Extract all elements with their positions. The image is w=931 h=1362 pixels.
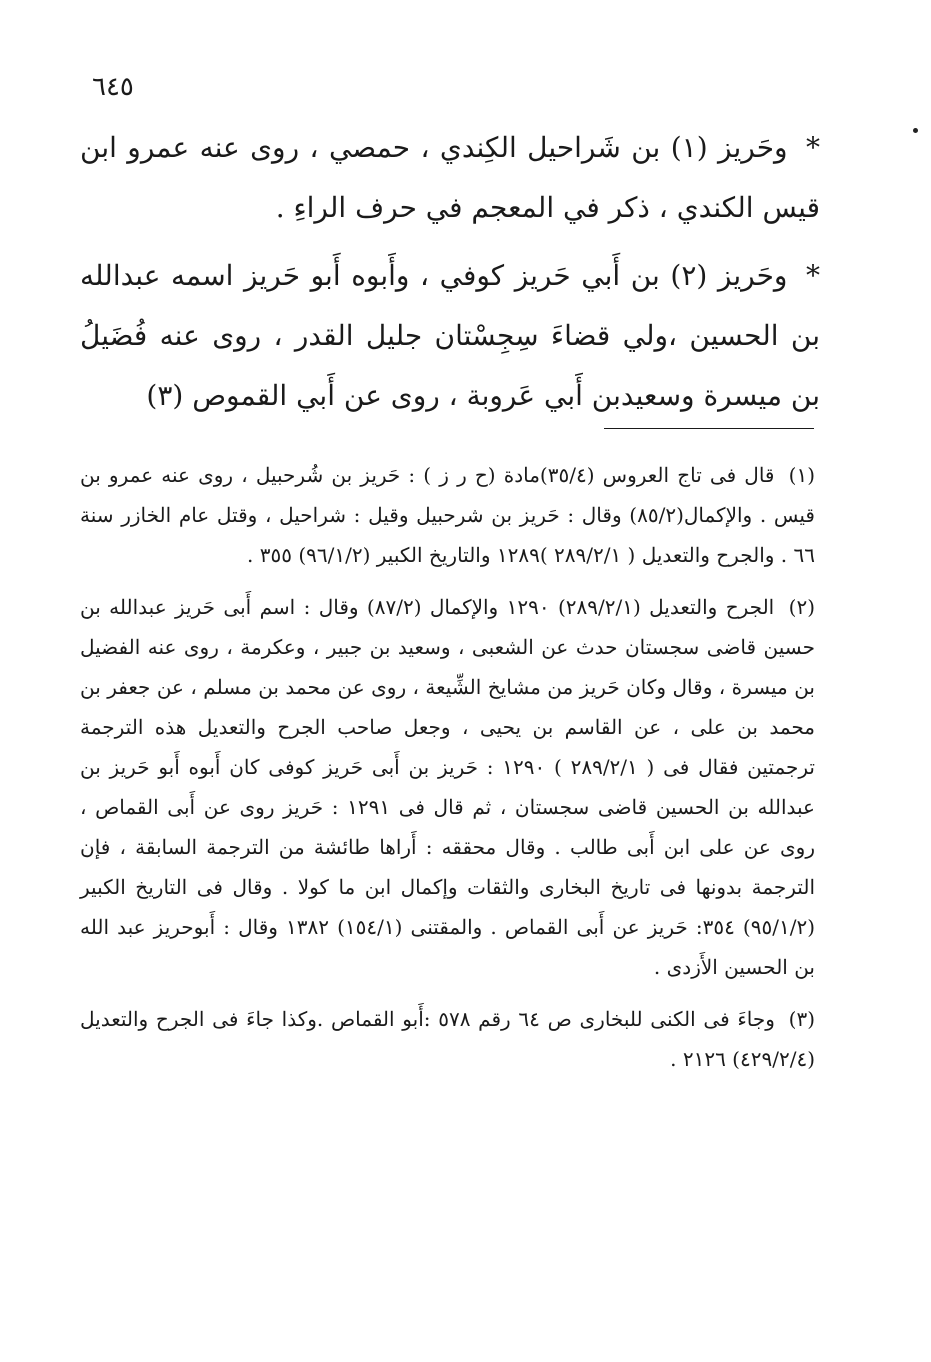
footnote-1: [80, 455, 815, 575]
margin-dot: [913, 128, 918, 133]
main-text: [80, 118, 820, 434]
footnote-separator: [604, 428, 814, 429]
entry-hariz-ibn-abi-hariz: [80, 246, 820, 426]
footnote-text: الجرح والتعديل (٢٨٩/٢/١) ١٢٩٠ والإكمال (٨٧/٢) وقال : اسم أَبى حَريز عبدالله بن حسين قاضى سجستان حدث عن الشعبى ، وسعيد بن جبير ، وعكرمة ، روى عنه الفضيل بن ميسرة ، وقال وكان حَريز من مشايخ الشِّيعة ، روى عن محمد بن مسلم ، عن جعفر بن محمد بن على ، عن القاسم بن يحيى ، وجعل صاحب الجرح والتعديل هذه الترجمة ترجمتين فقال فى ( ٢٨٩/٢/١ ) ١٢٩٠ : حَريز بن أَبى حَريز كوفى كان أَبوه أَبو حَريز بن عبدالله بن الحسين قاضى سجستان ، ثم قال فى ١٢٩١ : حَريز روى عن أَبى القماص ، روى عن على ابن أَبى طالب . وقال محققه : أَراها طائشة من الترجمة السابقة ، فإن الترجمة بدونها فى تاريخ البخارى والثقات وإكمال ابن ما كولا . وقال فى التاريخ الكبير (٩٥/١/٢) ٣٥٤: حَريز عن أَبى القماص . والمقتنى (١٥٤/١) ١٣٨٢ وقال : أَبوحريز عبد الله بن الحسين الأَزدى .: [80, 595, 815, 979]
footnote-number: (١): [788, 463, 816, 487]
entry-hariz-ibn-sharahil: [80, 118, 820, 238]
entry-star: *: [805, 259, 820, 292]
page-number: ٦٤٥: [92, 72, 134, 102]
footnote-3: [80, 999, 815, 1079]
footnote-number: (٢): [788, 595, 815, 619]
footnote-text: قال فى تاج العروس (٣٥/٤)مادة (ح ر ز ) : حَريز بن شُرحبيل ، روى عنه عمرو بن قيس . والإكمال(٨٥/٢) وقال : حَريز بن شرحبيل وقيل : شراحيل ، وقتل عام الخازر سنة ٦٦ . والجرح والتعديل ( ٢٨٩/٢/١ )١٢٨٩ والتاريخ الكبير (٩٦/١/٢) ٣٥٥ .: [80, 463, 815, 567]
entry-star: *: [806, 131, 820, 164]
entry-text: وحَريز (٢) بن أَبي حَريز كوفي ، وأَبوه أَبو حَريز اسمه عبدالله بن الحسين ،ولي قضاءَ سِجِسْتان جليل القدر ، روى عنه فُضَيلُ بن ميسرة وسعيدبن أَبي عَروبة ، روى عن أَبي القموص (٣): [80, 259, 820, 412]
footnote-2: [80, 587, 815, 987]
footnote-number: (٣): [788, 1007, 815, 1031]
footnotes: [80, 455, 815, 1091]
entry-text: وحَريز (١) بن شَراحيل الكِندي ، حمصي ، روى عنه عمرو ابن قيس الكندي ، ذكر في المعجم في حرف الراءِ .: [80, 131, 820, 224]
footnote-text: وجاءَ فى الكنى للبخارى ص ٦٤ رقم ٥٧٨ :أَبو القماص .وكذا جاءَ فى الجرح والتعديل (٤٢٩/٢/٤) ٢١٢٦ .: [80, 1007, 815, 1071]
